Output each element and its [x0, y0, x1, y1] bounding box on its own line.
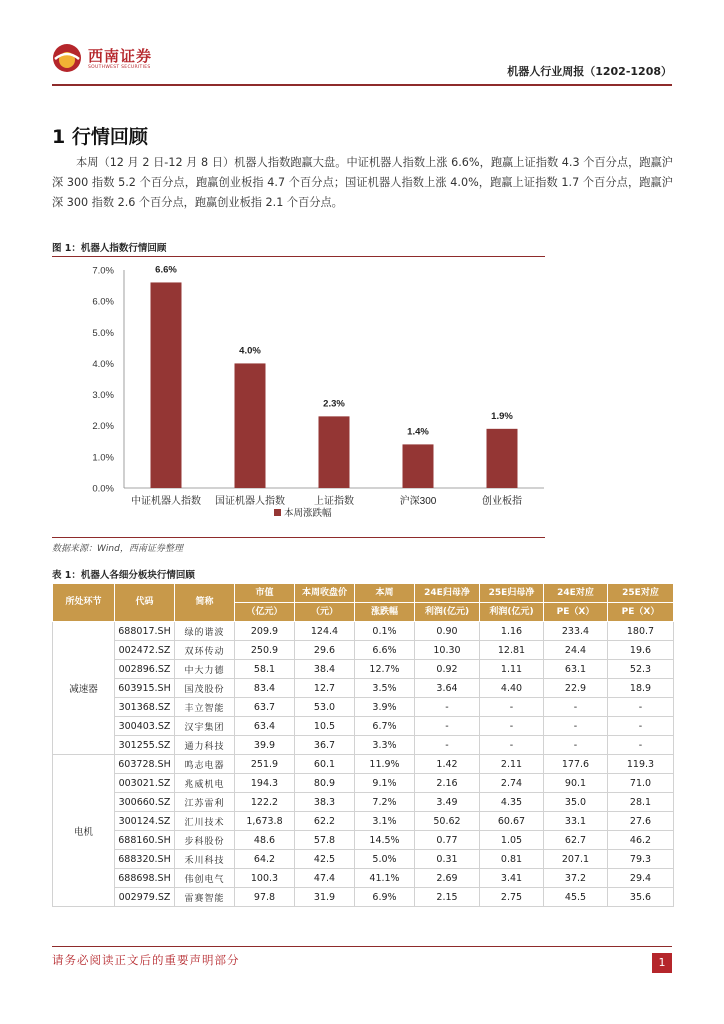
- close-cell: 53.0: [295, 698, 355, 717]
- code-cell: 002896.SZ: [115, 660, 175, 679]
- change-cell: 7.2%: [355, 793, 415, 812]
- np24-cell: 2.15: [415, 888, 480, 907]
- section-title: 1 行情回顾: [52, 126, 148, 148]
- np25-cell: 2.75: [480, 888, 544, 907]
- pe25-cell: 46.2: [608, 831, 674, 850]
- mktcap-cell: 83.4: [235, 679, 295, 698]
- np24-cell: -: [415, 698, 480, 717]
- header-close: 本周收盘价: [295, 584, 355, 603]
- code-cell: 002979.SZ: [115, 888, 175, 907]
- table-row: [53, 641, 674, 660]
- figure-source: 数据来源：Wind，西南证券整理: [52, 544, 183, 554]
- header-code: 代码: [115, 584, 175, 622]
- code-cell: 688017.SH: [115, 622, 175, 641]
- np24-cell: 3.64: [415, 679, 480, 698]
- close-cell: 60.1: [295, 755, 355, 774]
- pe24-cell: 177.6: [544, 755, 608, 774]
- pe24-cell: 37.2: [544, 869, 608, 888]
- change-cell: 3.9%: [355, 698, 415, 717]
- change-cell: 3.1%: [355, 812, 415, 831]
- change-cell: 5.0%: [355, 850, 415, 869]
- code-cell: 301255.SZ: [115, 736, 175, 755]
- report-title: 机器人行业周报（1202-1208）: [507, 65, 672, 78]
- code-cell: 300124.SZ: [115, 812, 175, 831]
- pe25-cell: -: [608, 698, 674, 717]
- table-row: [53, 698, 674, 717]
- x-tick-label: 上证指数: [314, 496, 354, 507]
- bar-data-label: 4.0%: [239, 345, 261, 357]
- footer-divider: [52, 946, 672, 947]
- footer-disclaimer: 请务必阅读正文后的重要声明部分: [52, 953, 240, 967]
- np25-cell: 1.05: [480, 831, 544, 850]
- bar: [235, 363, 266, 488]
- pe25-cell: 180.7: [608, 622, 674, 641]
- table-row: [53, 812, 674, 831]
- table-row: [53, 622, 674, 641]
- np25-cell: 1.16: [480, 622, 544, 641]
- np24-cell: -: [415, 717, 480, 736]
- name-cell: 禾川科技: [175, 850, 235, 869]
- bar-data-label: 2.3%: [323, 398, 345, 410]
- change-cell: 11.9%: [355, 755, 415, 774]
- code-cell: 688320.SH: [115, 850, 175, 869]
- code-cell: 603728.SH: [115, 755, 175, 774]
- close-cell: 31.9: [295, 888, 355, 907]
- pe25-cell: 27.6: [608, 812, 674, 831]
- mktcap-cell: 48.6: [235, 831, 295, 850]
- y-tick-label: 6.0%: [92, 296, 114, 308]
- table-row: [53, 831, 674, 850]
- pe25-cell: 28.1: [608, 793, 674, 812]
- pe24-cell: 90.1: [544, 774, 608, 793]
- mktcap-cell: 63.4: [235, 717, 295, 736]
- table-row: [53, 736, 674, 755]
- close-cell: 62.2: [295, 812, 355, 831]
- header-pe25-unit: PE（X）: [608, 603, 674, 622]
- np25-cell: 2.11: [480, 755, 544, 774]
- x-tick-label: 中证机器人指数: [131, 496, 201, 507]
- mktcap-cell: 250.9: [235, 641, 295, 660]
- change-cell: 9.1%: [355, 774, 415, 793]
- change-cell: 41.1%: [355, 869, 415, 888]
- figure-caption: 图 1：机器人指数行情回顾: [52, 243, 167, 254]
- table-row: [53, 660, 674, 679]
- pe25-cell: -: [608, 717, 674, 736]
- close-cell: 47.4: [295, 869, 355, 888]
- pe25-cell: 119.3: [608, 755, 674, 774]
- x-tick-label: 沪深300: [399, 496, 437, 507]
- bar-data-label: 6.6%: [155, 264, 177, 276]
- y-tick-label: 0.0%: [92, 483, 114, 495]
- name-cell: 鸣志电器: [175, 755, 235, 774]
- mktcap-cell: 209.9: [235, 622, 295, 641]
- table-row: [53, 679, 674, 698]
- logo-subtitle: SOUTHWEST SECURITIES: [88, 65, 151, 70]
- y-tick-label: 2.0%: [92, 421, 114, 433]
- legend-label: 本周涨跌幅: [284, 508, 332, 519]
- pe25-cell: 35.6: [608, 888, 674, 907]
- pe24-cell: -: [544, 717, 608, 736]
- bar: [487, 429, 518, 488]
- close-cell: 29.6: [295, 641, 355, 660]
- bar: [403, 444, 434, 488]
- pe25-cell: 18.9: [608, 679, 674, 698]
- np25-cell: 4.35: [480, 793, 544, 812]
- change-cell: 3.5%: [355, 679, 415, 698]
- mktcap-cell: 97.8: [235, 888, 295, 907]
- table-body: [53, 622, 674, 907]
- mktcap-cell: 194.3: [235, 774, 295, 793]
- code-cell: 603915.SH: [115, 679, 175, 698]
- pe24-cell: 207.1: [544, 850, 608, 869]
- np24-cell: 0.90: [415, 622, 480, 641]
- bar: [151, 282, 182, 488]
- legend-swatch: [274, 509, 281, 516]
- table-row: [53, 755, 674, 774]
- table-caption: 表 1：机器人各细分板块行情回顾: [52, 570, 195, 581]
- code-cell: 688698.SH: [115, 869, 175, 888]
- pe25-cell: 52.3: [608, 660, 674, 679]
- pe24-cell: 45.5: [544, 888, 608, 907]
- header-pe25: 25E对应: [608, 584, 674, 603]
- bar-data-label: 1.9%: [491, 410, 513, 422]
- close-cell: 36.7: [295, 736, 355, 755]
- np25-cell: 60.67: [480, 812, 544, 831]
- name-cell: 丰立智能: [175, 698, 235, 717]
- change-cell: 14.5%: [355, 831, 415, 850]
- pe24-cell: 62.7: [544, 831, 608, 850]
- section-paragraph: 本周（12 月 2 日-12 月 8 日）机器人指数跑赢大盘。中证机器人指数上涨 6.6%，跑赢上证指数 4.3 个百分点，跑赢沪深 300 指数 5.2 个百分点，跑赢创业板指 4.7 个百分点；国证机器人指数上涨 4.0%，跑赢上证指数 1.7 个百分点，跑赢沪深 300 指数 2.6 个百分点，跑赢创业板指 2.1 个百分点。: [52, 156, 673, 209]
- logo-name: 西南证券: [88, 47, 153, 65]
- pe25-cell: -: [608, 736, 674, 755]
- x-tick-label: 国证机器人指数: [215, 496, 285, 507]
- name-cell: 双环传动: [175, 641, 235, 660]
- close-cell: 38.3: [295, 793, 355, 812]
- name-cell: 国茂股份: [175, 679, 235, 698]
- header-mktcap: 市值: [235, 584, 295, 603]
- page-number: 1: [652, 953, 672, 973]
- mktcap-cell: 39.9: [235, 736, 295, 755]
- name-cell: 伟创电气: [175, 869, 235, 888]
- close-cell: 42.5: [295, 850, 355, 869]
- header-pe24-unit: PE（X）: [544, 603, 608, 622]
- figure-top-rule: [52, 256, 545, 257]
- pe24-cell: 24.4: [544, 641, 608, 660]
- np24-cell: 10.30: [415, 641, 480, 660]
- np24-cell: 1.42: [415, 755, 480, 774]
- table-row: [53, 850, 674, 869]
- np25-cell: -: [480, 698, 544, 717]
- y-tick-label: 4.0%: [92, 358, 114, 370]
- change-cell: 6.6%: [355, 641, 415, 660]
- table-row: [53, 793, 674, 812]
- table-header-row-1: [53, 584, 674, 603]
- mktcap-cell: 251.9: [235, 755, 295, 774]
- code-cell: 300660.SZ: [115, 793, 175, 812]
- name-cell: 中大力德: [175, 660, 235, 679]
- np25-cell: -: [480, 736, 544, 755]
- header-np24: 24E归母净: [415, 584, 480, 603]
- table-row: [53, 888, 674, 907]
- np24-cell: 0.92: [415, 660, 480, 679]
- mktcap-cell: 122.2: [235, 793, 295, 812]
- bar-data-label: 1.4%: [407, 426, 429, 438]
- index-performance-chart: [52, 258, 545, 536]
- close-cell: 10.5: [295, 717, 355, 736]
- header-segment: 所处环节: [53, 584, 115, 622]
- table-row: [53, 774, 674, 793]
- header-close-unit: （元）: [295, 603, 355, 622]
- bar: [319, 416, 350, 488]
- table-row: [53, 717, 674, 736]
- np25-cell: 2.74: [480, 774, 544, 793]
- change-cell: 12.7%: [355, 660, 415, 679]
- change-cell: 0.1%: [355, 622, 415, 641]
- pe25-cell: 29.4: [608, 869, 674, 888]
- code-cell: 003021.SZ: [115, 774, 175, 793]
- np24-cell: 2.69: [415, 869, 480, 888]
- np25-cell: -: [480, 717, 544, 736]
- pe25-cell: 71.0: [608, 774, 674, 793]
- code-cell: 002472.SZ: [115, 641, 175, 660]
- change-cell: 6.9%: [355, 888, 415, 907]
- name-cell: 汉宇集团: [175, 717, 235, 736]
- pe24-cell: 233.4: [544, 622, 608, 641]
- close-cell: 12.7: [295, 679, 355, 698]
- brand-logo: [52, 43, 192, 77]
- np24-cell: 0.31: [415, 850, 480, 869]
- name-cell: 通力科技: [175, 736, 235, 755]
- name-cell: 步科股份: [175, 831, 235, 850]
- segment-performance-table: [52, 583, 674, 907]
- segment-cell: 电机: [53, 755, 115, 907]
- name-cell: 汇川技术: [175, 812, 235, 831]
- close-cell: 57.8: [295, 831, 355, 850]
- code-cell: 688160.SH: [115, 831, 175, 850]
- pe24-cell: 35.0: [544, 793, 608, 812]
- pe25-cell: 19.6: [608, 641, 674, 660]
- header-change-unit: 涨跌幅: [355, 603, 415, 622]
- close-cell: 38.4: [295, 660, 355, 679]
- logo-emblem-icon: [52, 43, 82, 73]
- close-cell: 80.9: [295, 774, 355, 793]
- segment-cell: 减速器: [53, 622, 115, 755]
- x-tick-label: 创业板指: [482, 496, 522, 507]
- code-cell: 301368.SZ: [115, 698, 175, 717]
- header-mktcap-unit: （亿元）: [235, 603, 295, 622]
- mktcap-cell: 1,673.8: [235, 812, 295, 831]
- header-np24-unit: 利润(亿元): [415, 603, 480, 622]
- table-row: [53, 869, 674, 888]
- pe24-cell: -: [544, 698, 608, 717]
- np24-cell: 3.49: [415, 793, 480, 812]
- name-cell: 兆威机电: [175, 774, 235, 793]
- np25-cell: 3.41: [480, 869, 544, 888]
- close-cell: 124.4: [295, 622, 355, 641]
- pe25-cell: 79.3: [608, 850, 674, 869]
- np24-cell: 50.62: [415, 812, 480, 831]
- name-cell: 绿的谐波: [175, 622, 235, 641]
- np24-cell: 0.77: [415, 831, 480, 850]
- mktcap-cell: 100.3: [235, 869, 295, 888]
- pe24-cell: -: [544, 736, 608, 755]
- pe24-cell: 22.9: [544, 679, 608, 698]
- np25-cell: 4.40: [480, 679, 544, 698]
- header-change: 本周: [355, 584, 415, 603]
- header-np25: 25E归母净: [480, 584, 544, 603]
- header-name: 简称: [175, 584, 235, 622]
- header-pe24: 24E对应: [544, 584, 608, 603]
- np24-cell: 2.16: [415, 774, 480, 793]
- y-tick-label: 7.0%: [92, 265, 114, 277]
- mktcap-cell: 64.2: [235, 850, 295, 869]
- pe24-cell: 63.1: [544, 660, 608, 679]
- np24-cell: -: [415, 736, 480, 755]
- header-np25-unit: 利润(亿元): [480, 603, 544, 622]
- change-cell: 3.3%: [355, 736, 415, 755]
- y-tick-label: 1.0%: [92, 452, 114, 464]
- pe24-cell: 33.1: [544, 812, 608, 831]
- name-cell: 江苏雷利: [175, 793, 235, 812]
- np25-cell: 12.81: [480, 641, 544, 660]
- np25-cell: 0.81: [480, 850, 544, 869]
- np25-cell: 1.11: [480, 660, 544, 679]
- figure-bottom-rule: [52, 537, 545, 538]
- name-cell: 雷赛智能: [175, 888, 235, 907]
- y-tick-label: 5.0%: [92, 327, 114, 339]
- y-tick-label: 3.0%: [92, 390, 114, 402]
- change-cell: 6.7%: [355, 717, 415, 736]
- code-cell: 300403.SZ: [115, 717, 175, 736]
- header-divider: [52, 84, 672, 86]
- mktcap-cell: 63.7: [235, 698, 295, 717]
- mktcap-cell: 58.1: [235, 660, 295, 679]
